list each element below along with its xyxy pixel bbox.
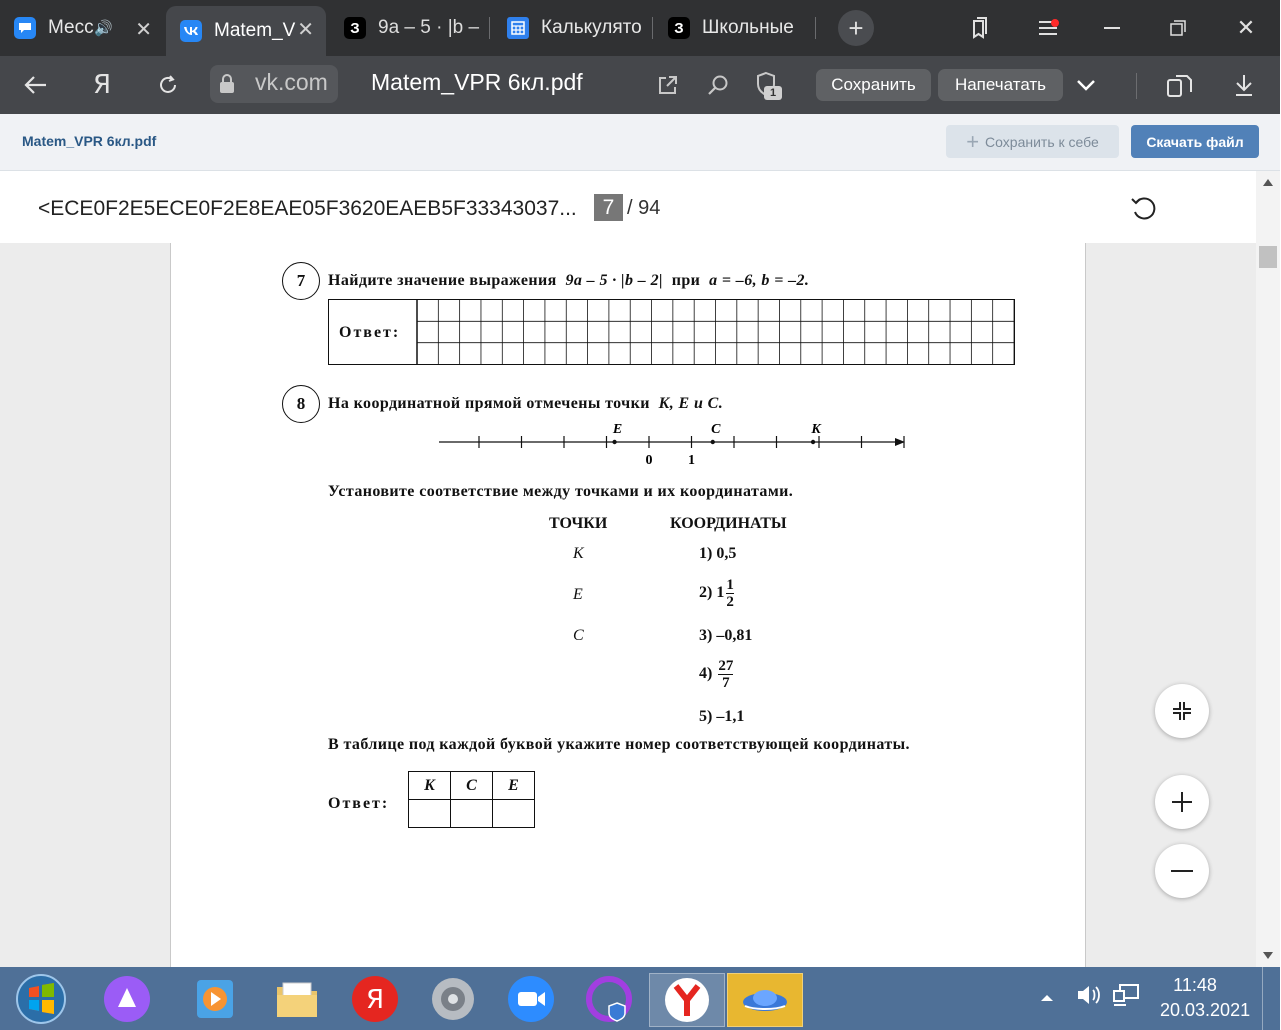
- viewer-scrollbar[interactable]: [1256, 171, 1280, 967]
- denominator: 7: [722, 675, 730, 691]
- rotate-icon[interactable]: [1128, 193, 1160, 223]
- coord-value: –1,1: [716, 708, 745, 725]
- numerator: 1: [726, 577, 734, 593]
- point-label-c: C: [573, 627, 584, 644]
- vk-messenger-icon: [14, 17, 36, 39]
- lock-icon[interactable]: [218, 73, 240, 95]
- fraction: [726, 578, 734, 609]
- point-label-k: K: [811, 422, 821, 437]
- url-domain[interactable]: vk.com: [255, 69, 328, 95]
- pdf-toolbar: [0, 171, 1256, 244]
- coord-num: 4): [699, 665, 713, 683]
- coord-option-2: [699, 578, 734, 609]
- protect-shield-icon[interactable]: [750, 68, 786, 102]
- zoom-out-button[interactable]: [1155, 844, 1209, 898]
- calculator-icon: [507, 17, 529, 39]
- yandex-browser-running-icon[interactable]: [649, 973, 725, 1027]
- windows-taskbar: [0, 967, 1280, 1030]
- collections-icon[interactable]: [1162, 68, 1198, 102]
- tab-title: Школьные: [702, 17, 794, 38]
- point-c: [711, 440, 715, 444]
- number-line: [433, 415, 913, 471]
- question-number-8: 8: [282, 385, 320, 423]
- point-label-e: E: [573, 586, 583, 603]
- page-title: Matem_VPR 6кл.pdf: [371, 69, 583, 95]
- browser-tab-bar: [0, 0, 1280, 56]
- browser-address-bar: [0, 56, 1280, 114]
- points-column-header: ТОЧКИ: [549, 515, 608, 532]
- menu-icon[interactable]: [1030, 10, 1066, 46]
- zoom-in-button[interactable]: [1155, 775, 1209, 829]
- network-icon[interactable]: [1112, 983, 1140, 1012]
- coord-num: 3): [699, 627, 713, 644]
- coords-column-header: КООРДИНАТЫ: [670, 515, 787, 532]
- znanija-icon: З: [344, 17, 366, 39]
- coord-option-1: [699, 545, 736, 563]
- point-label-c: C: [711, 422, 721, 437]
- tab-separator: [489, 17, 490, 39]
- q8-instruction: В таблице под каждой буквой укажите номер соответствующей координаты.: [328, 736, 910, 753]
- tick-label-zero: 0: [645, 453, 653, 468]
- toolbar-separator: [1136, 73, 1137, 99]
- coord-num: 1): [699, 545, 713, 562]
- bookmarks-icon[interactable]: [962, 10, 998, 46]
- scroll-up-arrow-icon[interactable]: [1263, 179, 1273, 186]
- save-to-me-label: Сохранить к себе: [985, 133, 1099, 150]
- q8-answer-table: [408, 771, 535, 828]
- question-8-intro: [328, 395, 723, 413]
- start-button[interactable]: [10, 973, 72, 1025]
- open-external-icon[interactable]: [650, 68, 686, 102]
- denominator: 2: [726, 594, 734, 610]
- back-arrow-icon[interactable]: [18, 68, 54, 102]
- tab-title: Месс: [48, 17, 94, 38]
- pdf-viewer[interactable]: [0, 243, 1256, 967]
- coord-value: 0,5: [716, 545, 737, 562]
- security-app-icon[interactable]: [578, 973, 640, 1025]
- alice-icon[interactable]: [96, 973, 158, 1025]
- svg-text:Я: Я: [365, 985, 385, 1015]
- point-label-k: K: [573, 545, 584, 562]
- pdf-file-name: <ECE0F2E5ECE0F2E8EAE05F3620EAEB5F33343037...: [38, 197, 577, 220]
- cloud-app-icon[interactable]: [727, 973, 803, 1027]
- answer-cell-k[interactable]: [409, 800, 451, 828]
- q7-prefix: Найдите значение выражения: [328, 272, 557, 289]
- coord-option-4: [699, 659, 733, 690]
- save-button[interactable]: Сохранить: [816, 69, 931, 101]
- speaker-icon[interactable]: 🔊: [94, 20, 113, 37]
- point-label-e: E: [612, 422, 623, 437]
- new-tab-button[interactable]: +: [838, 10, 874, 46]
- point-e: [612, 440, 616, 444]
- download-file-button[interactable]: Скачать файл: [1131, 125, 1259, 158]
- download-icon[interactable]: [1226, 68, 1262, 102]
- coord-num: 2): [699, 584, 713, 602]
- fraction: [718, 659, 733, 690]
- q8-points-list: K, E и C.: [658, 395, 724, 412]
- question-7-text: [328, 272, 809, 290]
- current-page-field[interactable]: 7: [594, 194, 623, 221]
- answer-header-c: C: [451, 772, 493, 800]
- question-number-7: 7: [282, 262, 320, 300]
- search-icon[interactable]: [700, 68, 736, 102]
- tab-messenger[interactable]: [14, 6, 164, 50]
- answer-cell-c[interactable]: [451, 800, 493, 828]
- answer-label: Ответ:: [339, 324, 401, 341]
- restore-window-button[interactable]: [1160, 10, 1196, 46]
- tab-school[interactable]: [668, 6, 803, 50]
- coord-num: 5): [699, 708, 713, 725]
- numerator: 27: [718, 658, 734, 674]
- clock-date[interactable]: 20.03.2021: [1160, 1000, 1251, 1020]
- tick-label-one: 1: [688, 453, 695, 468]
- q7-expression: 9a – 5 · |b – 2|: [565, 272, 663, 289]
- notification-badge: 1: [764, 86, 782, 100]
- show-hidden-icons-icon[interactable]: [1040, 987, 1054, 1008]
- close-tab-icon[interactable]: ✕: [135, 19, 152, 41]
- tab-matem-pdf[interactable]: [166, 6, 326, 56]
- vk-icon: [180, 20, 202, 42]
- coord-option-3: [699, 627, 752, 645]
- tab-title: Калькулято: [541, 17, 642, 38]
- znanija-icon: З: [668, 17, 690, 39]
- close-window-button[interactable]: ✕: [1236, 15, 1256, 40]
- tab-znanija-expression[interactable]: [344, 6, 484, 50]
- answer-cell-e[interactable]: [493, 800, 535, 828]
- speaker-app-icon[interactable]: [422, 973, 484, 1025]
- save-to-me-button[interactable]: [946, 125, 1119, 158]
- q7-mid: при: [671, 272, 701, 289]
- point-k: [811, 440, 815, 444]
- file-explorer-icon[interactable]: [266, 973, 328, 1025]
- answer-label: Ответ:: [328, 795, 390, 812]
- fit-page-button[interactable]: [1155, 684, 1209, 738]
- yandex-home-icon[interactable]: Я: [92, 70, 112, 100]
- volume-icon[interactable]: [1076, 983, 1102, 1012]
- q7-values: a = –6, b = –2.: [709, 272, 810, 289]
- chevron-down-icon[interactable]: [1068, 68, 1104, 102]
- vk-file-name[interactable]: Matem_VPR 6кл.pdf: [22, 133, 157, 149]
- answer-header-e: E: [493, 772, 535, 800]
- answer-header-k: K: [409, 772, 451, 800]
- plus-icon: +: [966, 128, 980, 154]
- scroll-down-arrow-icon[interactable]: [1263, 952, 1273, 959]
- yandex-browser-icon[interactable]: [344, 973, 406, 1025]
- tab-calculator[interactable]: [507, 6, 647, 50]
- tab-title: 9а – 5 · |b –: [378, 17, 480, 38]
- zoom-app-icon[interactable]: [500, 973, 562, 1025]
- coord-whole: 1: [716, 584, 725, 602]
- coord-option-5: [699, 708, 744, 726]
- tab-separator: [815, 17, 816, 39]
- clock-time[interactable]: 11:48: [1173, 975, 1217, 995]
- minimize-window-button[interactable]: [1094, 10, 1130, 46]
- show-desktop-button[interactable]: [1262, 967, 1281, 1030]
- scrollbar-thumb[interactable]: [1259, 246, 1277, 268]
- total-pages: / 94: [627, 197, 661, 219]
- print-button[interactable]: Напечатать: [938, 69, 1063, 101]
- q8-intro: На координатной прямой отмечены точки: [328, 395, 650, 412]
- vk-document-header: [0, 114, 1280, 171]
- coord-value: –0,81: [716, 627, 753, 644]
- pdf-page: [170, 243, 1086, 967]
- media-player-icon[interactable]: [184, 973, 246, 1025]
- tab-separator: [652, 17, 653, 39]
- reload-icon[interactable]: [150, 68, 186, 102]
- answer-grid[interactable]: [417, 300, 1014, 364]
- close-tab-icon[interactable]: ✕: [297, 19, 314, 41]
- q8-task: Установите соответствие между точками и их координатами.: [328, 483, 794, 500]
- tab-title: Matem_V: [214, 20, 296, 41]
- q7-answer-box: [328, 299, 1015, 365]
